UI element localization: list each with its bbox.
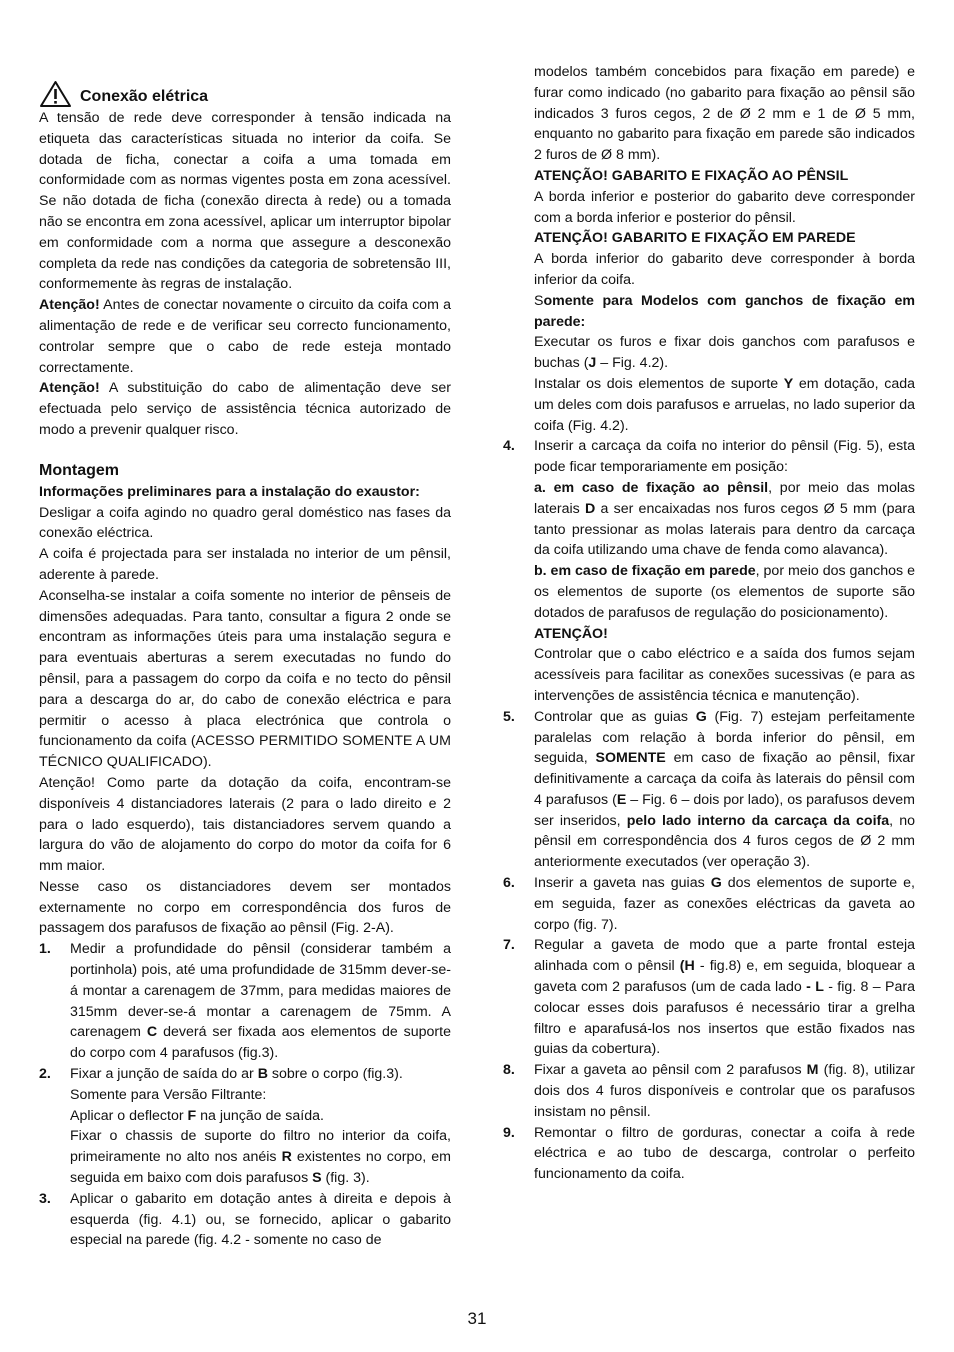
list-number: 9.: [503, 1124, 515, 1141]
section-mounting-title: Montagem: [39, 461, 119, 479]
attention-label: Atenção!: [39, 297, 100, 314]
paragraph: A coifa é projectada para ser instalada no interior de um pênsil, aderente à parede.: [39, 546, 451, 583]
left-column: [39, 62, 451, 1251]
section-electrical-title: Conexão elétrica: [80, 88, 209, 105]
subheading: ATENÇÃO! GABARITO E FIXAÇÃO AO PÊNSIL: [534, 167, 849, 184]
list-item: 2. Fixar a junção de saída do ar B sobre o corpo (fig.3). Somente para Versão Filtrante: Aplicar o deflector F na junção de saída. Fixar o chassis de suporte do filtro no interior da coifa, primeiramente no alto nos anéis R existentes no corpo, em seguida em baixo com dois parafusos S (fig. 3).: [39, 1064, 451, 1189]
paragraph: A tensão de rede deve corresponder à tensão indicada na etiqueta das características situada no interior da coifa. Se dotada de ficha, conectar a coifa a uma tomada em conformidade com as normas vigentes posta em zona acessível. Se não dotada de ficha (conexão directa à rede) ou a tomada não se encontra em zona acessível, aplicar um interruptor bipolar em conformidade com a norma que assegure a desconexão completa da rede nas condições da categoria de sobretensão III, conformemente às regras de instalação.: [39, 110, 451, 293]
right-column: [503, 62, 915, 1185]
list-item: 4. Inserir a carcaça da coifa no interior do pênsil (Fig. 5), esta pode ficar temporariamente em posição: a. em caso de fixação ao pênsil, por meio das molas laterais D a ser encaixadas nos furos cegos Ø 5 mm (para tanto pressionar as molas laterais para dentro da carcaça da coifa utilizando uma chave de fenda como alavanca). b. em caso de fixação em parede, por meio dos ganchos e os elementos de suporte (os elementos de suporte são dotados de parafusos de regulação do posicionamento). ATENÇÃO! Controlar que o cabo eléctrico e a saída dos fumos sejam acessíveis para facilitar as conexões sucessivas (e para as intervenções de assistência técnica e manutenção).: [503, 436, 915, 706]
page-number: 31: [467, 1309, 487, 1328]
list-item: 8. Fixar a gaveta ao pênsil com 2 parafusos M (fig. 8), utilizar dois dos 4 furos disponíveis e controlar que os parafusos insistam no pênsil.: [503, 1060, 915, 1122]
paragraph: Atenção! Como parte da dotação da coifa, encontram-se disponíveis 4 distanciadores laterais (2 para o lado direito e 2 para o lado esquerdo), tais distanciadores servem quando a largura do vão de alojamento do corpo do motor da coifa for 6 mm maior.: [39, 774, 451, 875]
subheading: Informações preliminares para a instalação do exaustor:: [39, 483, 420, 500]
paragraph: Atenção! Antes de conectar novamente o circuito da coifa com a alimentação de rede e de verificar seu correcto funcionamento, controlar sempre que o cabo de rede esteja montado correctamente.: [39, 297, 451, 376]
list-number: 6.: [503, 875, 515, 892]
section-electrical-heading: [39, 80, 451, 108]
subheading: Somente para Modelos com ganchos de fixação em parede:: [534, 292, 915, 330]
list-item: 6. Inserir a gaveta nas guias G dos elementos de suporte e, em seguida, fazer as conexões eléctricas da gaveta ao corpo (fig. 7).: [503, 873, 915, 935]
list-item: 5. Controlar que as guias G (Fig. 7) estejam perfeitamente paralelas com relação à borda inferior do pênsil, em seguida, SOMENTE em caso de fixação ao pênsil, fixar definitivamente a carcaça da coifa às laterais do pênsil com 4 parafusos (E – Fig. 6 – dois por lado), os parafusos devem ser inseridos, pelo lado interno da carcaça da coifa, no pênsil em correspondência dos 4 furos cegos de Ø 2 mm anteriormente executados (ver operação 3).: [503, 707, 915, 873]
list-number: 4.: [503, 438, 515, 455]
paragraph: Executar os furos e fixar dois ganchos com parafusos e buchas (J – Fig. 4.2).: [534, 334, 915, 372]
list-number: 3.: [39, 1190, 51, 1207]
warning-triangle-icon: [39, 80, 72, 108]
paragraph: modelos também concebidos para fixação em parede) e furar como indicado (no gabarito para fixação ao pênsil são indicados 3 furos cegos, 2 de Ø 2 mm e 1 de Ø 5 mm, enquanto no gabarito para fixação em parede são indicados 2 furos de Ø 8 mm).: [534, 64, 915, 164]
list-number: 5.: [503, 708, 515, 725]
list-number: 2.: [39, 1066, 51, 1083]
paragraph: Aconselha-se instalar a coifa somente no interior de pênseis de dimensões adequadas. Para tanto, consultar a figura 2 onde se encontram as informações úteis para uma instalação segura e para eventuais aberturas a serem executadas no fundo do pênsil, para a passagem do corpo da coifa e no tecto do pênsil para a descarga do ar, do cabo de conexão eléctrica e para permitir o acesso à placa electrónica que controla o funcionamento da coifa (ACESSO PERMITIDO SOMENTE A UM TÉCNICO QUALIFICADO).: [39, 587, 451, 771]
paragraph: Desligar a coifa agindo no quadro geral doméstico nas fases da conexão eléctrica.: [39, 504, 451, 542]
list-number: 8.: [503, 1062, 515, 1079]
list-number: 1.: [39, 941, 51, 958]
attention-label: Atenção!: [39, 380, 100, 397]
list-number: 7.: [503, 937, 515, 954]
list-item: 7. Regular a gaveta de modo que a parte frontal esteja alinhada com o pênsil (H - fig.8) e, em seguida, bloquear a gaveta com 2 parafusos (um de cada lado - L - fig. 8 – Para colocar esses dois parafusos é necessário tirar a grelha filtro e aparafusá-los nos insertos que estão fixados nas guias da cobertura).: [503, 935, 915, 1060]
paragraph: A borda inferior do gabarito deve corresponder à borda inferior da coifa.: [534, 251, 915, 288]
paragraph: Instalar os dois elementos de suporte Y em dotação, cada um deles com dois parafusos e arruelas, no lado superior da coifa (Fig. 4.2).: [534, 375, 915, 434]
paragraph: Atenção! A substituição do cabo de alimentação deve ser efectuada pelo serviço de assistência técnica autorizado de modo a prevenir qualquer risco.: [39, 380, 451, 438]
list-item: 1. Medir a profundidade do pênsil (considerar também a portinhola) pois, até uma profundidade de 315mm dever-se-á montar a carenagem de 37mm, para medidas maiores de 315mm dever-se-á montar a carenagem de 75mm. A carenagem C deverá ser fixada aos elementos de suporte do corpo com 4 parafusos (fig.3).: [39, 939, 451, 1064]
paragraph: Nesse caso os distanciadores devem ser montados externamente no corpo em correspondência dos furos de passagem dos parafusos de fixação ao pênsil (Fig. 2-A).: [39, 878, 451, 937]
list-item: 9. Remontar o filtro de gorduras, conectar a coifa à rede eléctrica e ao tubo de descarga, controlar o perfeito funcionamento da coifa.: [503, 1123, 915, 1185]
subheading: ATENÇÃO! GABARITO E FIXAÇÃO EM PAREDE: [534, 230, 856, 247]
paragraph: A borda inferior e posterior do gabarito deve corresponder com a borda inferior e posterior do pênsil.: [534, 188, 915, 226]
list-item: 3. Aplicar o gabarito em dotação antes à direita e depois à esquerda (fig. 4.1) ou, se fornecido, aplicar o gabarito especial na parede (fig. 4.2 - somente no caso de: [39, 1189, 451, 1251]
